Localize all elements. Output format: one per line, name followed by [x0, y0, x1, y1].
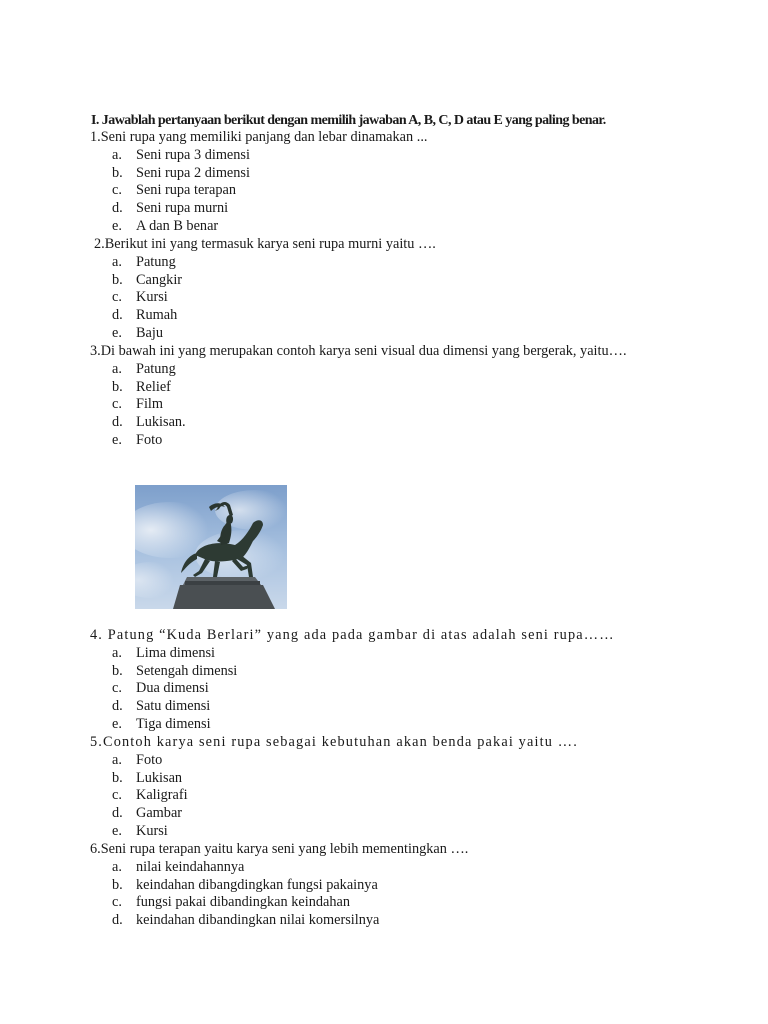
option: [0, 752, 768, 770]
option-letter: e.: [112, 715, 122, 732]
option-letter: a.: [112, 858, 122, 875]
option-letter: e.: [112, 822, 122, 839]
option-letter: b.: [112, 769, 123, 786]
option-letter: c.: [112, 680, 122, 697]
option-text: Cangkir: [136, 271, 183, 288]
option: [0, 182, 768, 200]
option: [0, 325, 768, 343]
option-text: Lukisan: [136, 769, 183, 786]
option: [0, 912, 768, 930]
option-text: keindahan dibandingkan nilai komersilnya: [136, 912, 380, 929]
option: [0, 663, 768, 681]
option: [0, 307, 768, 325]
option-text: Foto: [136, 431, 163, 448]
option: [0, 414, 768, 432]
option-letter: b.: [112, 271, 123, 288]
question-text: 5.Contoh karya seni rupa sebagai kebutuhan akan benda pakai yaitu ….: [90, 734, 578, 750]
option: [0, 716, 768, 734]
option-letter: c.: [112, 289, 122, 306]
question-text: 2.Berikut ini yang termasuk karya seni rupa murni yaitu ….: [94, 236, 436, 252]
equestrian-statue-photo-icon: [135, 485, 287, 609]
question-text: 6.Seni rupa terapan yaitu karya seni yang lebih mementingkan ….: [90, 841, 469, 857]
option-text: Seni rupa terapan: [136, 182, 237, 199]
option-text: Patung: [136, 360, 176, 377]
option-text: Kursi: [136, 289, 168, 306]
option: [0, 147, 768, 165]
question-5: [0, 734, 768, 841]
option-letter: e.: [112, 324, 122, 341]
option-text: keindahan dibangdingkan fungsi pakainya: [136, 876, 378, 893]
option-letter: a.: [112, 146, 122, 163]
question-text: 3.Di bawah ini yang merupakan contoh karya seni visual dua dimensi yang bergerak, yaitu….: [90, 343, 627, 359]
option-letter: b.: [112, 164, 123, 181]
option: [0, 680, 768, 698]
option-text: Dua dimensi: [136, 680, 209, 697]
option-text: Rumah: [136, 307, 178, 324]
option-letter: e.: [112, 431, 122, 448]
option-letter: b.: [112, 662, 123, 679]
option: [0, 254, 768, 272]
option-letter: c.: [112, 396, 122, 413]
option-text: nilai keindahannya: [136, 858, 245, 875]
option: [0, 361, 768, 379]
option-text: Baju: [136, 324, 164, 341]
option: [0, 218, 768, 236]
option: [0, 877, 768, 895]
option-text: Patung: [136, 253, 176, 270]
option: [0, 272, 768, 290]
option-text: A dan B benar: [136, 217, 219, 234]
option-letter: b.: [112, 378, 123, 395]
option-text: Foto: [136, 751, 163, 768]
question-6: [0, 841, 768, 930]
option: [0, 770, 768, 788]
option-text: Kursi: [136, 822, 168, 839]
option: [0, 787, 768, 805]
option-text: Lukisan.: [136, 414, 186, 431]
option-letter: a.: [112, 360, 122, 377]
option-text: Gambar: [136, 805, 183, 822]
option-letter: a.: [112, 751, 122, 768]
option-text: Seni rupa 2 dimensi: [136, 164, 250, 181]
option-letter: d.: [112, 200, 123, 217]
question-text: 1.Seni rupa yang memiliki panjang dan lebar dinamakan ...: [90, 129, 428, 145]
option-text: Lima dimensi: [136, 644, 216, 661]
option-text: Seni rupa murni: [136, 200, 229, 217]
question-text: 4. Patung “Kuda Berlari” yang ada pada gambar di atas adalah seni rupa……: [90, 627, 615, 643]
option-letter: d.: [112, 912, 123, 929]
option: [0, 200, 768, 218]
equestrian-statue-image: [135, 485, 287, 609]
option-letter: d.: [112, 414, 123, 431]
option-text: Film: [136, 396, 164, 413]
option-letter: d.: [112, 805, 123, 822]
question-1: [0, 129, 768, 236]
question-3: [0, 343, 768, 450]
option-text: Kaligrafi: [136, 787, 188, 804]
option-letter: c.: [112, 894, 122, 911]
option-text: fungsi pakai dibandingkan keindahan: [136, 894, 350, 911]
option-letter: b.: [112, 876, 123, 893]
option-text: Tiga dimensi: [136, 715, 211, 732]
option: [0, 859, 768, 877]
option: [0, 645, 768, 663]
option-letter: a.: [112, 644, 122, 661]
option-text: Setengah dimensi: [136, 662, 238, 679]
option-letter: d.: [112, 698, 123, 715]
option-letter: c.: [112, 787, 122, 804]
option-letter: d.: [112, 307, 123, 324]
option: [0, 894, 768, 912]
option: [0, 823, 768, 841]
option: [0, 289, 768, 307]
option: [0, 379, 768, 397]
option: [0, 396, 768, 414]
question-4: [0, 627, 768, 734]
question-2: [0, 236, 768, 343]
option-letter: a.: [112, 253, 122, 270]
option-letter: e.: [112, 217, 122, 234]
option-letter: c.: [112, 182, 122, 199]
option-text: Relief: [136, 378, 171, 395]
option-text: Satu dimensi: [136, 698, 211, 715]
option: [0, 165, 768, 183]
option-text: Seni rupa 3 dimensi: [136, 146, 250, 163]
option: [0, 698, 768, 716]
option: [0, 432, 768, 450]
option: [0, 805, 768, 823]
instruction-heading: I. Jawablah pertanyaan berikut dengan memilih jawaban A, B, C, D atau E yang paling benar.: [91, 113, 606, 128]
